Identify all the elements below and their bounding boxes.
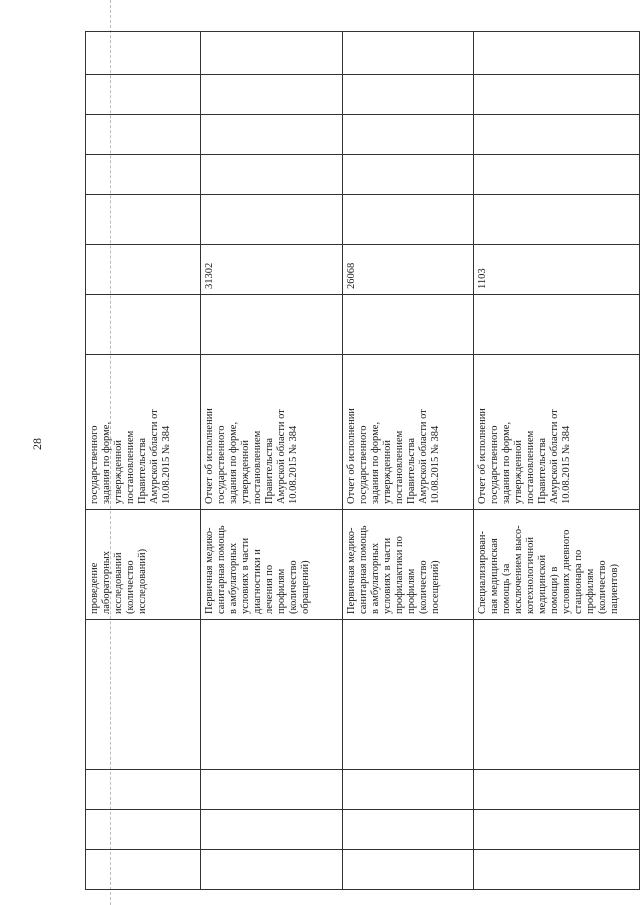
table-cell	[86, 810, 201, 850]
table-cell	[474, 620, 640, 770]
table-cell	[201, 850, 343, 890]
page-number: 28	[30, 438, 44, 450]
report-cell: Отчет об исполнении государственного задания по форме, утвержденной постановлением Правительства Амурской области от 10.08.2015 № 384	[201, 355, 343, 510]
table-cell	[86, 32, 201, 75]
report-table	[85, 31, 640, 890]
table-cell	[343, 850, 474, 890]
rotated-table-wrapper	[85, 32, 640, 890]
table-cell	[201, 810, 343, 850]
value-cell: 26068	[343, 245, 474, 295]
table-cell	[343, 195, 474, 245]
table-cell	[201, 770, 343, 810]
table-cell	[343, 115, 474, 155]
table-cell	[474, 32, 640, 75]
table-cell	[474, 115, 640, 155]
table-cell	[201, 75, 343, 115]
table-row	[86, 32, 201, 890]
service-cell: Первичная медико- санитарная помощь в амбулаторных условиях в части профилактики по профилям (количество посещений)	[343, 510, 474, 620]
report-cell: Отчет об исполнении государственного задания по форме, утвержденной постановлением Правительства Амурской области от 10.08.2015 № 384	[343, 355, 474, 510]
table-cell	[201, 195, 343, 245]
table-cell	[343, 770, 474, 810]
table-cell	[343, 810, 474, 850]
table-cell	[343, 295, 474, 355]
table-cell	[474, 155, 640, 195]
table-cell	[201, 155, 343, 195]
table-row	[343, 32, 474, 890]
table-cell	[86, 620, 201, 770]
table-cell	[86, 195, 201, 245]
report-cell: Отчет об исполнении государственного задания по форме, утвержденной постановлением Правительства Амурской области от 10.08.2015 № 384	[474, 355, 640, 510]
table-cell	[343, 620, 474, 770]
table-cell	[201, 115, 343, 155]
table-cell	[474, 770, 640, 810]
table-cell	[86, 115, 201, 155]
table-cell	[343, 75, 474, 115]
table-row	[201, 32, 343, 890]
service-cell: Первичная медико- санитарная помощь в амбулаторных условиях в части диагностики и лечения по профилям (количество обращений)	[201, 510, 343, 620]
report-cell: государственного задания по форме, утвержденной постановлением Правительства Амурской области от 10.08.2015 № 384	[86, 355, 201, 510]
table-cell	[474, 295, 640, 355]
value-cell	[86, 245, 201, 295]
table-row	[474, 32, 640, 890]
table-cell	[201, 295, 343, 355]
table-cell	[86, 770, 201, 810]
table-cell	[86, 295, 201, 355]
value-cell: 31302	[201, 245, 343, 295]
table-cell	[86, 850, 201, 890]
table-cell	[86, 75, 201, 115]
value-cell: 1103	[474, 245, 640, 295]
table-cell	[343, 155, 474, 195]
service-cell: проведение лабораторных исследований (количество исследований)	[86, 510, 201, 620]
table-cell	[474, 195, 640, 245]
table-cell	[201, 620, 343, 770]
table-cell	[474, 850, 640, 890]
table-cell	[474, 810, 640, 850]
table-cell	[201, 32, 343, 75]
table-cell	[474, 75, 640, 115]
table-cell	[86, 155, 201, 195]
service-cell: Специализирован- ная медицинская помощь (за исключением высо- котехнологичной медицинской помощи) в условиях дневного стационара по профилям (количество пациентов)	[474, 510, 640, 620]
table-cell	[343, 32, 474, 75]
